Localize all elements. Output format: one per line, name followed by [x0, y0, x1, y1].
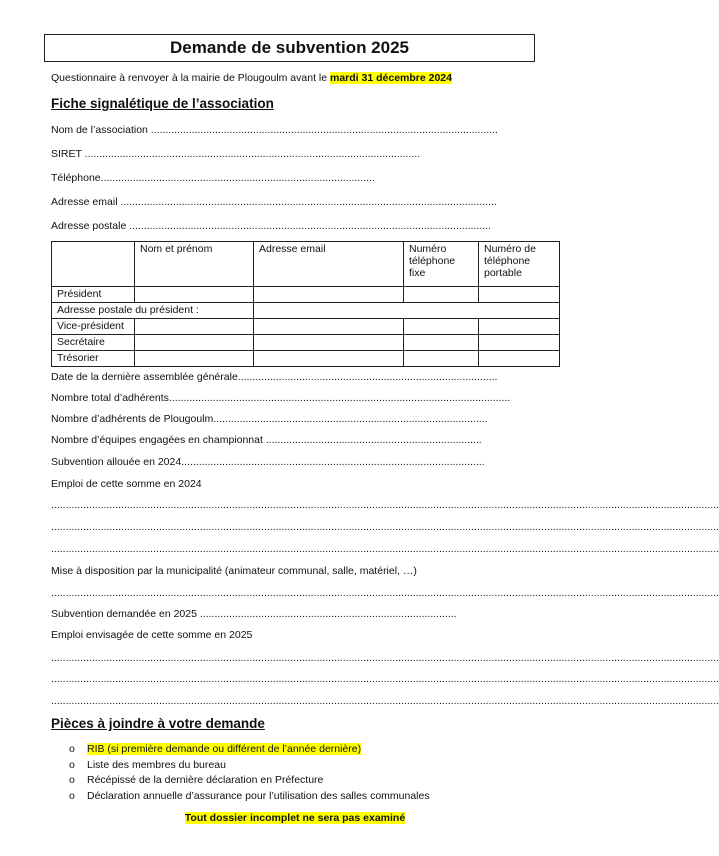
table-cell[interactable] — [254, 335, 404, 351]
field-derniere-ag[interactable] — [51, 371, 497, 383]
field-total-adherents[interactable] — [51, 392, 510, 404]
list-item — [69, 758, 430, 774]
field-dots: ..................................................................................................................... — [168, 392, 511, 404]
field-subvention-allouee[interactable] — [51, 456, 485, 468]
table-cell[interactable] — [404, 319, 479, 335]
table-cell[interactable] — [404, 287, 479, 303]
pieces-list — [69, 742, 430, 804]
table-cell[interactable] — [404, 335, 479, 351]
field-label: Date de la dernière assemblée générale — [51, 371, 238, 383]
intro-text — [51, 72, 452, 84]
blank-line[interactable]: ..................................................................................................................................................................................................................................... — [51, 652, 719, 664]
list-item — [69, 773, 430, 789]
field-telephone[interactable] — [51, 172, 375, 184]
section-title-pieces: Pièces à joindre à votre demande — [51, 716, 265, 731]
highlighted-item — [69, 743, 362, 755]
intro-sentence: Questionnaire à renvoyer à la mairie de Plougoulm avant le — [51, 72, 330, 84]
table-row — [52, 351, 560, 367]
field-label: Subvention allouée en 2024 — [51, 456, 182, 468]
list-item — [69, 789, 430, 805]
table-cell[interactable] — [479, 351, 560, 367]
field-label: Téléphone — [51, 172, 101, 184]
table-header-fixe: Numéro téléphone fixe — [404, 242, 479, 287]
circle-bullet-icon: o — [69, 774, 75, 786]
footer-highlight: Tout dossier incomplet ne sera pas examiné — [184, 812, 406, 824]
field-label: Subvention demandée en 2025 — [51, 608, 200, 620]
field-adresse-postale[interactable] — [51, 220, 491, 232]
table-cell[interactable] — [254, 303, 560, 319]
table-header-empty — [52, 242, 135, 287]
list-item-label: Liste des membres du bureau — [87, 758, 226, 771]
field-dots: ................................................................................................................................. — [120, 196, 497, 208]
field-label: SIRET — [51, 148, 85, 160]
table-cell[interactable] — [135, 287, 254, 303]
row-label-adresse-president: Adresse postale du président : — [52, 303, 254, 319]
table-cell[interactable] — [479, 287, 560, 303]
table-cell[interactable] — [254, 287, 404, 303]
field-label: Nombre total d’adhérents — [51, 392, 169, 404]
table-header-nom: Nom et prénom — [135, 242, 254, 287]
footer-note — [0, 812, 590, 824]
field-nom-association[interactable] — [51, 124, 498, 136]
field-label: Nom de l’association — [51, 124, 151, 136]
table-header-row — [52, 242, 560, 287]
field-dots: ......................................................................................... — [237, 371, 498, 383]
table-cell[interactable] — [135, 319, 254, 335]
row-label-secretaire: Secrétaire — [52, 335, 135, 351]
field-subvention-demandee[interactable] — [51, 608, 457, 620]
blank-line[interactable]: ..................................................................................................................................................................................................................................... — [51, 673, 719, 685]
blank-line[interactable]: ..................................................................................................................................................................................................................................... — [51, 499, 719, 511]
field-dots: .............................................................................................. — [213, 413, 488, 425]
table-cell[interactable] — [254, 319, 404, 335]
circle-bullet-icon: o — [69, 743, 75, 755]
table-row — [52, 319, 560, 335]
field-equipes-championnat[interactable] — [51, 434, 482, 446]
field-emploi-2025: Emploi envisagée de cette somme en 2025 — [51, 629, 253, 641]
table-cell[interactable] — [135, 335, 254, 351]
field-mise-a-disposition: Mise à disposition par la municipalité (animateur communal, salle, matériel, …) — [51, 565, 417, 577]
table-header-email: Adresse email — [254, 242, 404, 287]
list-item-label: RIB (si première demande ou différent de l’année dernière) — [87, 743, 362, 755]
field-label: Nombre d’adhérents de Plougoulm — [51, 413, 214, 425]
table-row — [52, 335, 560, 351]
list-item — [69, 742, 430, 758]
field-dots: ........................................................................................................ — [181, 456, 485, 468]
table-header-portable: Numéro de téléphone portable — [479, 242, 560, 287]
blank-line[interactable]: ..................................................................................................................................................................................................................................... — [51, 587, 719, 599]
table-row — [52, 287, 560, 303]
field-dots: .............................................................................................. — [100, 172, 375, 184]
field-adherents-plougoulm[interactable] — [51, 413, 488, 425]
blank-line[interactable]: ..................................................................................................................................................................................................................................... — [51, 521, 719, 533]
field-siret[interactable] — [51, 148, 420, 160]
circle-bullet-icon: o — [69, 789, 75, 802]
field-label: Nombre d’équipes engagées en championnat — [51, 434, 266, 446]
table-cell[interactable] — [135, 351, 254, 367]
field-email[interactable] — [51, 196, 497, 208]
field-dots: ............................................................................................................................ — [129, 220, 491, 232]
field-label: Adresse postale — [51, 220, 130, 232]
field-emploi-2024: Emploi de cette somme en 2024 — [51, 478, 202, 490]
table-cell[interactable] — [479, 335, 560, 351]
page-title: Demande de subvention 2025 — [44, 34, 535, 62]
field-dots: ....................................................................................................................... — [150, 124, 498, 136]
table-cell[interactable] — [479, 319, 560, 335]
row-label-tresorier: Trésorier — [52, 351, 135, 367]
table-cell[interactable] — [254, 351, 404, 367]
table-row — [52, 303, 560, 319]
bureau-table — [51, 241, 560, 367]
table-cell[interactable] — [404, 351, 479, 367]
row-label-president: Président — [52, 287, 135, 303]
deadline-highlight: mardi 31 décembre 2024 — [330, 72, 452, 84]
circle-bullet-icon: o — [69, 758, 75, 771]
field-dots: ................................................................................................................... — [84, 148, 421, 160]
blank-line[interactable]: ..................................................................................................................................................................................................................................... — [51, 543, 719, 555]
list-item-label: Récépissé de la dernière déclaration en Préfecture — [87, 774, 324, 786]
section-title-fiche: Fiche signalétique de l’association — [51, 96, 274, 111]
blank-line[interactable]: ..................................................................................................................................................................................................................................... — [51, 695, 719, 707]
row-label-vice-president: Vice-président — [52, 319, 135, 335]
field-dots: ........................................................................................ — [199, 608, 457, 620]
field-dots: .......................................................................... — [265, 434, 482, 446]
list-item-label: Déclaration annuelle d’assurance pour l’utilisation des salles communales — [87, 789, 430, 802]
field-label: Adresse email — [51, 196, 121, 208]
